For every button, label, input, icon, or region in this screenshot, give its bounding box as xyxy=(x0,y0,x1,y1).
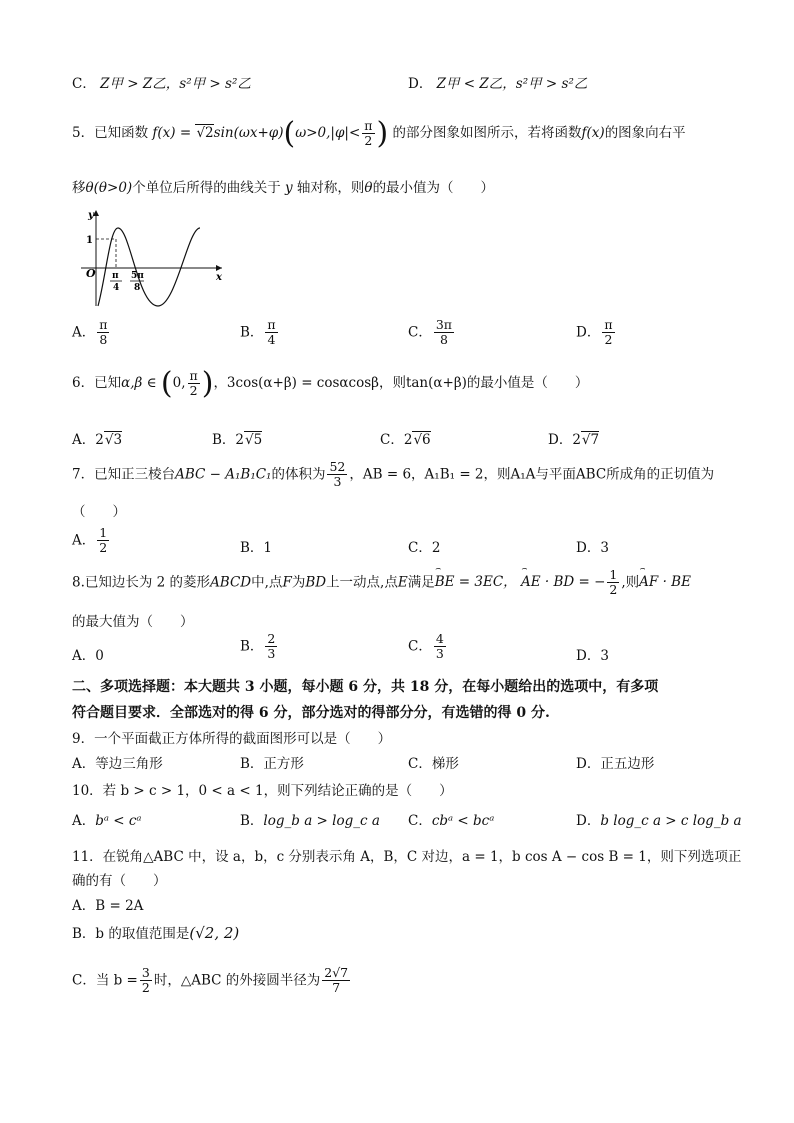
q5-text: 移 xyxy=(72,180,86,196)
q11-option-a: A．B = 2A xyxy=(72,898,144,914)
q8-stem-line1: 8.已知边长为 2 的菱形ABCD中,点F为BD上一动点,点E满足⌢ BE = 3EC， ⌢ AE · BD = − $\frac{1}{2}$ ,则⌢ AF · BE xyxy=(72,568,691,598)
q5-text: 的最小值为（ ） xyxy=(372,180,495,196)
q10-option-d: D．b log_c a > c log_b a xyxy=(576,813,742,829)
q5-text: 的图象向右平 xyxy=(604,125,686,141)
q7-text: ，AB = 6，A₁B₁ = 2，则A₁A与平面ABC所成角的正切值为 xyxy=(349,466,715,483)
graph-x-tick2-den: 8 xyxy=(134,283,141,293)
q5-cond: ω>0,|φ|< xyxy=(295,125,361,141)
option-label: D． xyxy=(408,76,433,92)
q5-theta2: θ xyxy=(364,180,373,196)
q7-option-d: D．3 xyxy=(576,540,609,556)
q10-stem: 10．若 b > c > 1，0 < a < 1，则下列结论正确的是（ ） xyxy=(72,783,453,799)
q5-sqrt2: √2 xyxy=(196,125,214,141)
q9-option-c: C．梯形 xyxy=(408,756,459,772)
q4-option-d xyxy=(408,72,587,92)
q10-option-c: C．cbᵃ < bcᵃ xyxy=(408,813,495,829)
q5-pi-over-2: $\frac{\pi}{2}$ xyxy=(364,117,373,148)
q8-option-c: C． $\frac{4}{3}$ xyxy=(408,631,444,662)
q8-option-b: B． $\frac{2}{3}$ xyxy=(240,631,276,662)
q6-option-b: B．2√5 xyxy=(212,432,263,448)
option-label: C． xyxy=(72,76,96,92)
q9-option-d: D．正五边形 xyxy=(576,756,655,772)
q5-option-a xyxy=(72,318,111,348)
q5-paren-open: ( xyxy=(283,116,296,151)
q6-option-d: D．2√7 xyxy=(548,432,600,448)
q7-option-b: B．1 xyxy=(240,540,273,556)
q5-func2: f(x) xyxy=(581,125,605,141)
q5-paren-close: ) xyxy=(376,116,389,151)
q9-stem: 9．一个平面截正方体所得的截面图形可以是（ ） xyxy=(72,731,392,747)
q5-text: 轴对称，则 xyxy=(296,180,365,196)
q7-volume: $\frac{52}{3}$ xyxy=(329,459,346,490)
q7-text: 7．已知正三棱台 xyxy=(72,466,176,483)
q7-blank: （ ） xyxy=(72,504,126,520)
graph-origin: O xyxy=(86,267,96,280)
q6-option-a: A．2√3 xyxy=(72,432,123,448)
section2-heading-line1: 二、多项选择题：本大题共 3 小题，每小题 6 分，共 18 分，在每小题给出的选项中，有多项 xyxy=(72,679,659,695)
q5-theta: θ(θ>0) xyxy=(85,180,133,196)
q5-func: f(x) = xyxy=(152,125,196,141)
q5-text: 个单位后所得的曲线关于 xyxy=(132,180,281,196)
q7-option-a: A． $\frac{1}{2}$ xyxy=(72,525,108,556)
option-frac: $\frac{\pi}{4}$ xyxy=(267,317,276,348)
q7-stem xyxy=(72,460,714,490)
q6-stem: 6．已知α,β ∈ (0, $\frac{\pi}{2}$ )，3cos(α+β) = cosαcosβ，则tan(α+β)的最小值是（ ） xyxy=(72,366,589,401)
q5-text: 5．已知函数 xyxy=(72,125,149,141)
q11-option-b: B．b 的取值范围是(√2, 2) xyxy=(72,924,240,942)
q5-option-c xyxy=(408,318,456,348)
q7-text: 的体积为 xyxy=(271,466,326,483)
q8-vector-af-be: ⌢ AF · BE xyxy=(639,574,691,590)
q8-vector-be-ec: ⌢ BE = 3EC， xyxy=(435,574,517,590)
q6-pi-over-2: $\frac{\pi}{2}$ xyxy=(189,367,198,398)
option-label: A． xyxy=(72,324,96,341)
q6-paren-open: ( xyxy=(160,366,173,401)
q8-option-a: A．0 xyxy=(72,648,104,664)
graph-y-tick: 1 xyxy=(86,235,93,246)
q8-option-d: D．3 xyxy=(576,648,609,664)
q5-stem-line1 xyxy=(72,116,686,151)
q7-option-c: C．2 xyxy=(408,540,441,556)
option-label: D． xyxy=(576,324,601,341)
option-frac: $\frac{\pi}{8}$ xyxy=(99,317,108,348)
q9-option-a: A．等边三角形 xyxy=(72,756,163,772)
graph-y-label: y xyxy=(88,210,94,221)
q4-option-c xyxy=(72,72,251,92)
q5-text: 的部分图象如图所示，若将函数 xyxy=(392,125,582,141)
q6-text: ，3cos(α+β) = cosαcosβ，则tan(α+β)的最小值是（ ） xyxy=(213,375,589,391)
q6-paren-close: ) xyxy=(201,366,214,401)
q6-text: 6．已知 xyxy=(72,375,122,391)
graph-x-tick2-num: 5π xyxy=(131,271,144,281)
q5-sin: sin(ωx+φ) xyxy=(213,125,284,141)
q10-option-b: B．log_b a > log_c a xyxy=(240,813,380,829)
q11-stem-line1: 11．在锐角△ABC 中，设 a，b，c 分别表示角 A，B，C 对边，a = 1，b cos A − cos B = 1，则下列选项正 xyxy=(72,849,742,865)
option-label: B． xyxy=(240,324,264,341)
q8-vector-ae-bd: ⌢ AE · BD = − xyxy=(521,574,605,590)
q11-stem-line2: 确的有（ ） xyxy=(72,873,167,889)
graph-x-tick1-den: 4 xyxy=(113,283,120,293)
q9-option-b: B．正方形 xyxy=(240,756,304,772)
q5-option-d xyxy=(576,318,617,348)
q10-option-a: A．bᵃ < cᵃ xyxy=(72,813,142,829)
option-text: Z甲 > Z乙，s²甲 > s²乙 xyxy=(100,76,251,92)
option-frac: $\frac{3\pi}{8}$ xyxy=(435,317,453,348)
graph-x-tick1-num: π xyxy=(112,271,119,281)
q5-option-b xyxy=(240,318,280,348)
q8-stem-line2: 的最大值为（ ） xyxy=(72,614,194,630)
q5-graph xyxy=(76,206,226,310)
option-text: Z甲 < Z乙，s²甲 > s²乙 xyxy=(436,76,588,92)
q6-option-c: C．2√6 xyxy=(380,432,431,448)
graph-x-label: x xyxy=(216,272,222,283)
q11-option-c: C．当 b = $\frac{3}{2}$ 时，△ABC 的外接圆半径为 $\frac{2√7}{7}$ xyxy=(72,965,349,996)
q7-frustum: ABC − A₁B₁C₁ xyxy=(175,466,272,483)
q6-set: α,β ∈ xyxy=(121,375,161,391)
q5-stem-line2 xyxy=(72,176,494,196)
q5-y: y xyxy=(280,180,297,196)
section2-heading-line2: 符合题目要求．全部选对的得 6 分，部分选对的得部分分，有选错的得 0 分. xyxy=(72,705,550,721)
option-label: C． xyxy=(408,324,432,341)
option-frac: $\frac{\pi}{2}$ xyxy=(604,317,613,348)
